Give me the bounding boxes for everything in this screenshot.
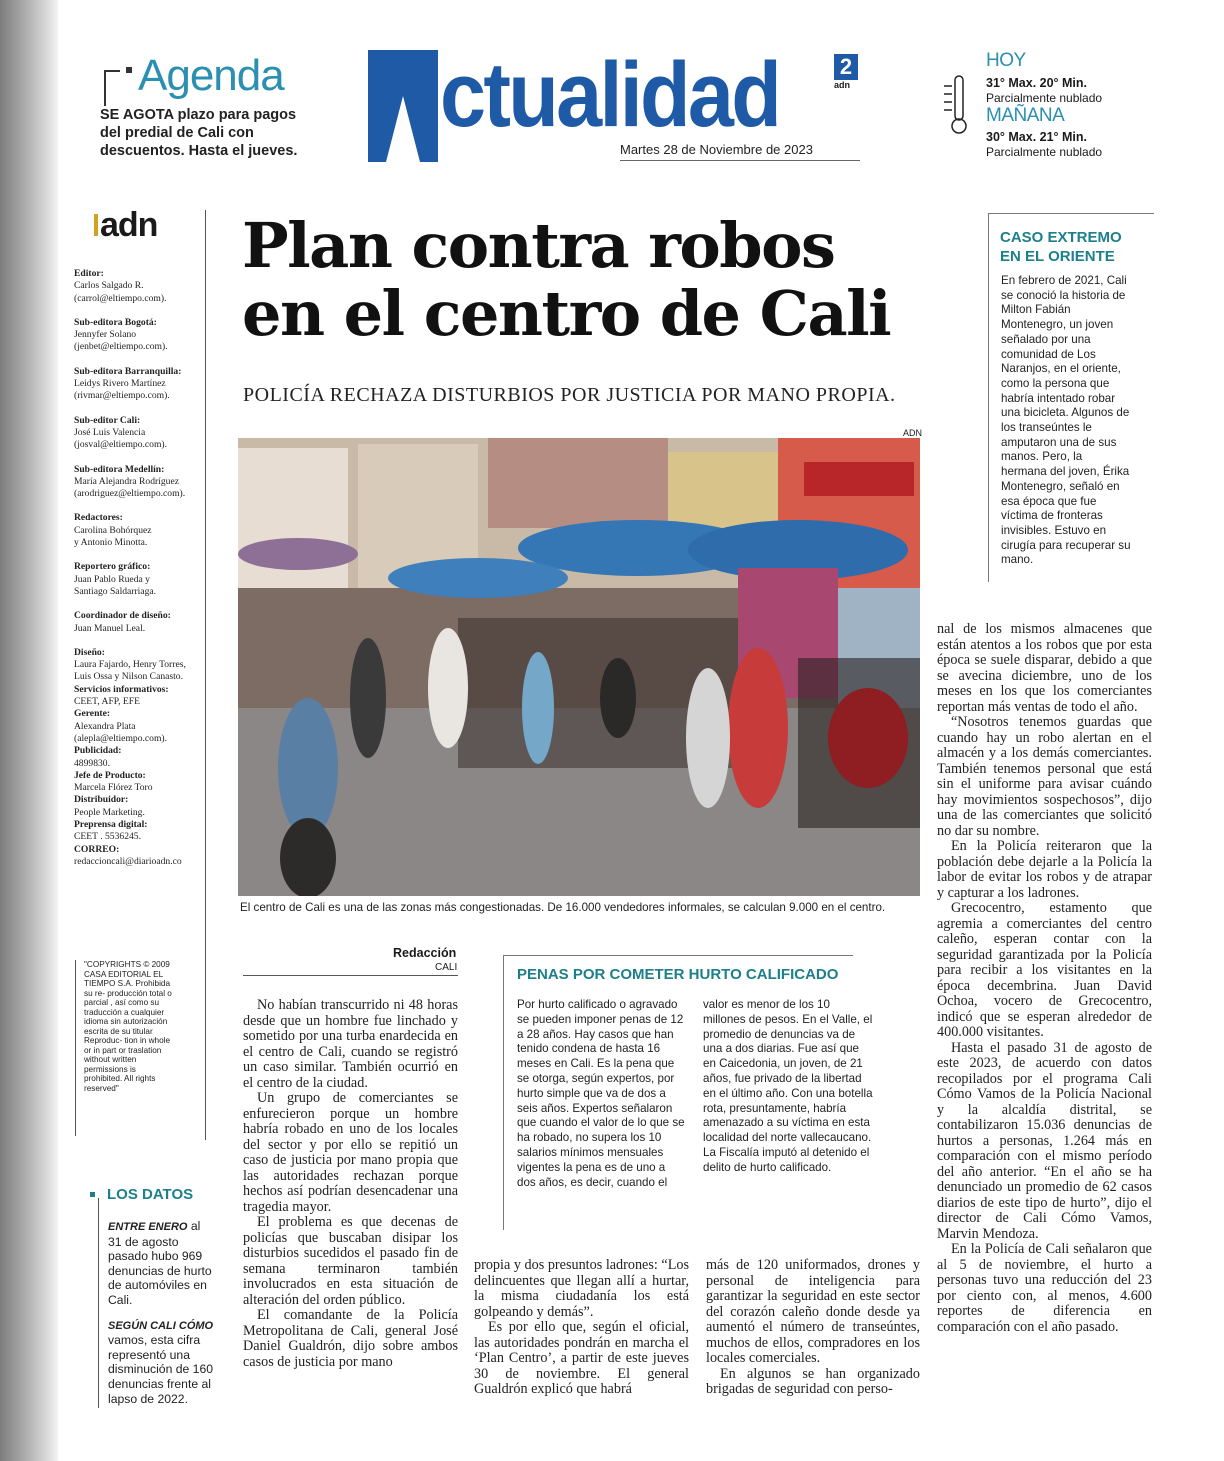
staff-label: Coordinador de diseño: (74, 610, 171, 622)
copyright-rule (75, 960, 76, 1136)
staff-label: Distribuidor: (74, 794, 129, 806)
article-paragraph: En la Policía reiteraron que la población debe dejarle a la Policía la labor de evitar los robos y de atrapar y capturar a los ladrones. (937, 838, 1152, 901)
adn-logo: adn (100, 206, 158, 244)
staff-label: Editor: (74, 268, 104, 279)
staff-label: Sub-editora Barranquilla: (74, 365, 182, 377)
datos-item-text: al 31 de agosto pasado hubo 969 denuncias de hurto de automóviles en Cali. (108, 1219, 212, 1307)
penas-frame-left (503, 955, 504, 1230)
article-paragraph: En algunos se han organizado brigadas de seguridad con perso- (706, 1365, 920, 1397)
article-paragraph: No habían transcurrido ni 48 horas desde que un hombre fue linchado y sometido por una turba enardecida en el centro de Cali, cuando se registró un caso similar. También ocurrió en el centro de la ciudad. (243, 997, 458, 1091)
headline (242, 209, 942, 350)
article-paragraph: El comandante de la Policía Metropolitana de Cali, general José Daniel Gualdrón, dijo sobre ambos casos de justicia por mano (243, 1307, 458, 1370)
weather-today-temp: 31° Max. 20° Min. (986, 76, 1088, 90)
sidebar-title (1000, 228, 1160, 266)
staff-email: redaccioncali@diarioadn.co (74, 855, 182, 867)
weather-tomorrow-condition: Parcialmente nublado (986, 145, 1103, 159)
staff-label: Jefe de Producto: (74, 769, 146, 781)
article-paragraph: Grecocentro, estamento que agremia a comerciantes del centro caleño, esperan contar con la seguridad garantizada por la Policía para recibir a los visitantes en la época decembrina. Juan David Ochoa, vocero de Grecocentro, indicó que se esperan alrededor de 400.000 visitantes. (937, 900, 1152, 1040)
staff-email: (josval@eltiempo.com). (74, 439, 168, 451)
masthead-date: Martes 28 de Noviembre de 2023 (620, 142, 813, 157)
staff-email: (rivmar@eltiempo.com). (74, 390, 170, 402)
staff-box (74, 268, 204, 868)
byline-rule (243, 975, 458, 976)
agenda-text: SE AGOTA plazo para pagos del predial de Cali con descuentos. Hasta el jueves. (100, 107, 298, 159)
weather-today-label: HOY (986, 50, 1026, 71)
staff-name: Marcela Flórez Toro (74, 782, 153, 794)
staff-label: Sub-editora Bogotá: (74, 316, 157, 328)
datos-rule (98, 1198, 99, 1408)
sidebar-title-line-2: EN EL ORIENTE (1000, 248, 1115, 265)
article-paragraph: Un grupo de comerciantes se enfurecieron porque un hombre habría robado en uno de los locales del sector y por ello se repitió un caso de justicia por mano propia que las autoridades rechazan porque hechos así podrían desencadenar una tragedia mayor. (243, 1090, 458, 1215)
staff-label: Redactores: (74, 512, 123, 524)
byline-city: CALI (435, 962, 458, 973)
sidebar-body: En febrero de 2021, Cali se conoció la historia de Milton Fabián Montenegro, un joven señalado por una comunidad de Los Naranjos, en el oriente, como la persona que habría intentado robar una bicicleta. Algunos de los transeúntes le amputaron una de sus manos. Pero, la hermana del joven, Érika Montenegro, señaló en esa época que fue víctima de fronteras invisibles. Estuvo en cirugía para recuperar su mano. (1001, 274, 1131, 567)
staff-label: Gerente: (74, 708, 111, 720)
staff-name: Juan Manuel Leal. (74, 622, 146, 634)
article-paragraph: propia y dos presuntos ladrones: “Los delincuentes que llegan allí a hurtar, la misma ciudadanía los está golpeando y demás”. (474, 1257, 689, 1320)
article-paragraph: Hasta el pasado 31 de agosto de este 2023, de acuerdo con datos recopilados por el programa Cali Cómo Vamos de la Policía Nacional y la alcaldía distrital, se contabilizaron 15.036 denuncias de hurtos a personas, 1.264 más en comparación con el mismo período del año anterior. “En el año se ha denunciado un promedio de 62 casos diarios de este tipo de hurto”, dijo el director de Cali Cómo Vamos, Marvin Mendoza. (937, 1039, 1152, 1242)
article-column-3 (706, 1258, 920, 1398)
article-paragraph: Es por ello que, según el oficial, las autoridades pondrán en marcha el ‘Plan Centro’, a partir de este jueves 30 de noviembre. El general Gualdrón explicó que habrá (474, 1319, 689, 1397)
datos-item-head: SEGÚN CALI CÓMO (108, 1319, 214, 1332)
penas-title: PENAS POR COMETER HURTO CALIFICADO (517, 966, 839, 983)
staff-label: Servicios informativos: (74, 683, 169, 695)
staff-name: CEET, AFP, EFE (74, 696, 140, 708)
staff-email: (carrol@eltiempo.com). (74, 292, 167, 304)
penas-column-1: Por hurto calificado o agravado se pueden imponer penas de 12 a 28 años. Hay casos que han tenido condena de hasta 16 meses en Cali. Es la pena que se otorga, según expertos, por hurto simple que va de dos a seis años. Expertos señalaron que cuando el valor de lo que se ha robado, no supera los 10 salarios mínimos mensuales vigentes la pena es de uno a dos años, es decir, cuando el (517, 998, 685, 1189)
thermometer-icon (940, 72, 970, 138)
sidebar-title-line-1: CASO EXTREMO (1000, 229, 1122, 246)
weather-tomorrow-label: MAÑANA (986, 105, 1065, 126)
subheadline: POLICÍA RECHAZA DISTURBIOS POR JUSTICIA POR MANO PROPIA. (243, 384, 896, 406)
datos-marker-icon (90, 1192, 95, 1197)
edition-brand: adn (834, 80, 851, 90)
staff-name: Alexandra Plata (74, 720, 136, 732)
staff-email: (jenbet@eltiempo.com). (74, 341, 168, 353)
weather-tomorrow-temp: 30° Max. 21° Min. (986, 130, 1088, 144)
article-column-4 (937, 622, 1152, 1335)
street-market-photo (238, 438, 920, 896)
weather-today-condition: Parcialmente nublado (986, 91, 1103, 105)
datos-body (108, 1219, 216, 1406)
staff-name: Juan Pablo Rueda y (74, 573, 150, 585)
adn-logo-mark-icon (94, 214, 98, 236)
staff-label: CORREO: (74, 843, 120, 855)
headline-line-2: en el centro de Cali (242, 277, 891, 350)
staff-email: (alepla@eltiempo.com). (74, 732, 168, 744)
staff-name: Santiago Saldarriaga. (74, 585, 157, 597)
byline: Redacción (393, 946, 457, 960)
article-paragraph: En la Policía de Cali señalaron que al 5 de noviembre, el hurto a personas tuvo una reducción del 23 por ciento con, al menos, 4.600 reportes de diferencia en comparación con el año pasado. (937, 1241, 1152, 1335)
staff-label: Publicidad: (74, 745, 122, 757)
staff-name: María Alejandra Rodríguez (74, 475, 179, 487)
staff-name: People Marketing. (74, 806, 145, 818)
datos-title: LOS DATOS (107, 1186, 194, 1203)
article-paragraph: El problema es que decenas de policías que buscaban disipar los disturbios sucedidos el pasado fin de semana terminaron también involucrados en esta situación de alteración del orden público. (243, 1214, 458, 1308)
staff-name: Luis Ossa y Nilson Canasto. (74, 671, 183, 683)
staff-name: y Antonio Minotta. (74, 537, 148, 549)
copyright-notice: "COPYRIGHTS © 2009 CASA EDITORIAL EL TIEMPO S.A. Prohibida su re- producción total o parcial , así como su traducción a cualquier idioma sin autorización escrita de su titular Reproduc- tion in whole or in part or traslation without written permissions is prohibited. All rights reserved" (84, 960, 172, 1093)
masthead-title: ctualidad (440, 44, 780, 146)
staff-name: Carolina Bohórquez (74, 524, 152, 536)
staff-name: Laura Fajardo, Henry Torres, (74, 659, 186, 671)
datos-item-text: vamos, esta cifra representó una disminución de 160 denuncias frente al lapso de 2022. (108, 1333, 214, 1406)
staff-label: Diseño: (74, 646, 105, 658)
staff-label: Sub-editor Cali: (74, 414, 141, 426)
staff-email: (arodriguez@eltiempo.com). (74, 488, 186, 500)
agenda-bracket-icon (104, 70, 120, 106)
agenda-title: Agenda (138, 51, 284, 100)
penas-column-2: valor es menor de los 10 millones de pesos. En el Valle, el promedio de denuncias va de una a dos diarias. Fue así que en Caicedonia, un joven, de 21 años, fue privado de la libertad en el último año. Con una botella rota, presuntamente, habría amenazado a su víctima en esta localidad del norte vallecaucano. La Fiscalía imputó al detenido el delito de hurto calificado. (703, 998, 873, 1174)
staff-name: CEET . 5536245. (74, 831, 141, 843)
page-gutter-shadow (0, 0, 58, 1461)
staff-name: Leidys Rivero Martínez (74, 378, 166, 390)
article-column-2 (474, 1258, 689, 1398)
penas-frame-top (503, 955, 853, 956)
article-paragraph: “Nosotros tenemos guardas que cuando hay un robo alertan en el almacén y a los demás comerciantes. También tenemos personal que está sin el uniforme para avisar cuándo hay movimientos sospechosos”, dijo una de las comerciantes que solicitó no dar su nombre. (937, 714, 1152, 839)
datos-item-head: ENTRE ENERO (108, 1221, 188, 1233)
photo-credit: ADN (903, 428, 923, 438)
article-column-1 (243, 998, 458, 1370)
staff-name: José Luis Valencia (74, 426, 146, 438)
staff-label: Preprensa digital: (74, 818, 148, 830)
edition-number: 2 (834, 54, 858, 80)
staff-name: 4899830. (74, 757, 110, 769)
staff-name: Jennyfer Solano (74, 329, 137, 341)
headline-line-1: Plan contra robos (242, 209, 835, 282)
column-divider (205, 210, 206, 1140)
photo-caption: El centro de Cali es una de las zonas más congestionadas. De 16.000 vendedores informales, se calculan 9.000 en el centro. (240, 901, 886, 914)
article-paragraph: nal de los mismos almacenes que están atentos a los robos que por esta época se suele disparar, debido a que se avecina diciembre, uno de los meses en los que los comerciantes reportan más ventas de todo el año. (937, 621, 1152, 715)
article-paragraph: más de 120 uniformados, drones y personal de inteligencia para garantizar la seguridad en este sector del corazón caleño donde desde ya aumentó el número de transeúntes, muchos de ellos, compradores en los locales comerciales. (706, 1257, 920, 1366)
masthead-rule (620, 160, 860, 161)
staff-label: Sub-editora Medellín: (74, 463, 165, 475)
staff-name: Carlos Salgado R. (74, 280, 144, 292)
staff-label: Reportero gráfico: (74, 561, 151, 573)
agenda-dot-icon (126, 67, 132, 73)
